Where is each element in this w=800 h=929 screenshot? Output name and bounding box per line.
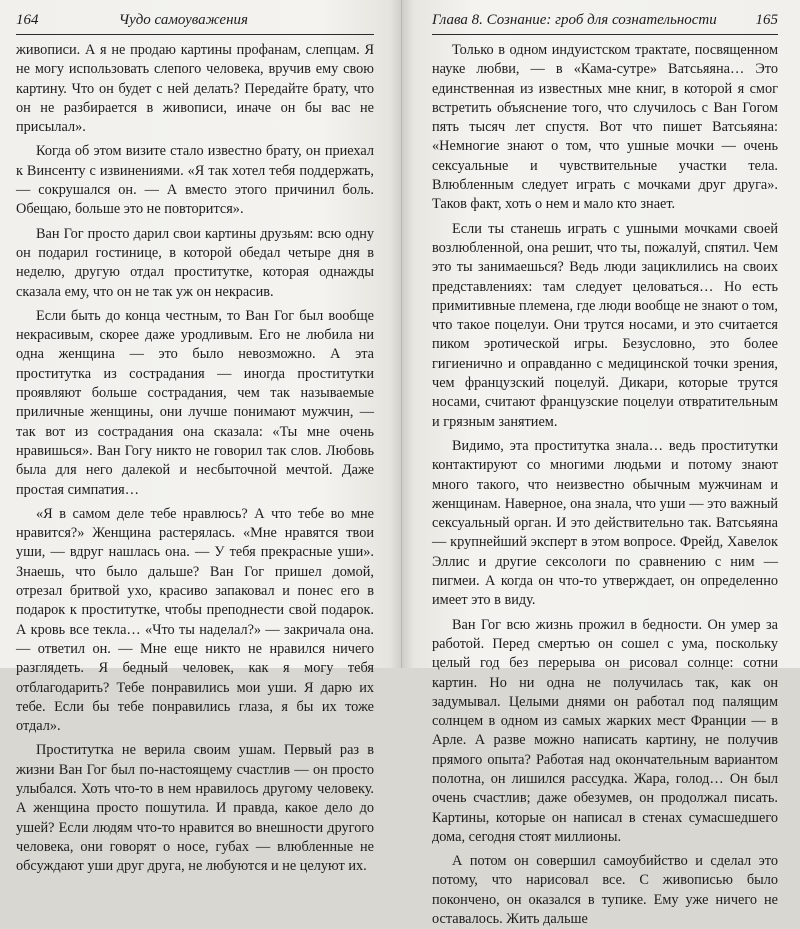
paragraph: «Я в самом деле тебе нравлюсь? А что тебе во мне нравится?» Женщина растерялась. «Мне нравятся твои уши, — вдруг нашлась она. — У тебя прекрасные уши». Знаешь, что было дальше? Ван Гог пришел домой, отрезал бритвой ухо, красиво запаковал и понес его в подарок к проститутке, чтобы преподнести свой подарок. А кровь все текла… «Что ты наделал?» — закричала она. — ответил он. — Мне еще никто не нравился ничего разглядеть. Я бедный человек, как я могу тебя отблагодарить? Тебе понравились мои уши. Я дарю их тебе. Если бы тебе понравились глаза, я бы их тоже отдал». [16,505,374,735]
paragraph: Видимо, эта проститутка знала… ведь проститутки контактируют со многими людьми и потому знают много такого, что неизвестно обычным мужчинам и женщинам. Наверное, она знала, что уши — это важный сексуальный орган. И это действительно так. Ватсьяяна — крупнейший эксперт в этом вопросе. Фрейд, Хавелок Эллис и другие сексологи по сравнению с ним — пигмеи. А когда он что-то утверждает, он определенно имеет это в виду. [432,437,778,609]
left-page [0,0,402,875]
page-number: 164 [16,12,39,28]
paragraph: Ван Гог всю жизнь прожил в бедности. Он умер за работой. Перед смертью он сошел с ума, поскольку целый год без перерыва он рисовал солнце: сотни картин. Но ни одна не получилась так, как он задумывал. Целыми днями он работал под палящим солнцем в одном из самых жарких мест Франции — в Арле. А разве можно написать картину, не получив прямого опыта? Работая над окончательным вариантом полотна, он лишился рассудка. Жара, голод… Он был очень счастлив; даже обезумев, он продолжал писать. Картины, которые он написал в стенах сумасшедшего дома, сегодня стоят миллионы. [432,616,778,845]
left-page-body [16,41,374,876]
paragraph: живописи. А я не продаю картины профанам, слепцам. Я не могу использовать слепого человека, вручив ему свою картину. Что он будет с ней делать? Передайте брату, что он не разбирается в живописи, иначе он бы вас не присылал». [16,42,374,136]
paragraph: Проститутка не верила своим ушам. Первый раз в жизни Ван Гог был по-настоящему счастлив — он просто улыбался. Хоть что-то в нем нравилось другому человеку. А женщина просто пошутила. И правда, какое дело до ушей? Если людям что-то нравится во внешности другого человека, они говорят о носе, губах — влюбленные не обсуждают уши друг друга, не любуются и не целуют их. [16,742,374,875]
paragraph: Если быть до конца честным, то Ван Гог был вообще некрасивым, скорее даже уродливым. Его не любила ни одна женщина — это было невозможно. А эта проститутка из сострадания — иногда проститутки проявляют больше сострадания, чем так называемые приличные женщины, они лучше понимают мужчин, — так вот из сострадания она сказала: «Ты мне очень нравишься». Ван Гогу никто не говорил так слов. Любовь была для него далекой и несбыточной мечтой. Даже простая симпатия… [16,307,374,498]
running-title: Чудо самоуважения [118,12,248,28]
paragraph: А потом он совершил самоубийство и сделал это потому, что нарисовал все. С живописью было покончено, он оказался в тупике. Ему уже ничего не оставалось. Жить дальше [432,853,778,928]
paragraph: Ван Гог просто дарил свои картины друзьям: всю одну он подарил гостинице, в которой обедал четыре дня в неделю, другую отдал проститутке, которая однажды сказала ему, что он не так уж он некрасив. [16,225,374,300]
paragraph: Только в одном индуистском трактате, посвященном науке любви, — в «Кама-сутре» Ватсьяяна… Это единственная из известных мне книг, в которой я смог встретить объяснение того, что случилось с Ван Гогом пять тысяч лет спустя. Вот что пишет Ватсьяяна: «Немногие знают о том, что ушные мочки — очень сексуальные и чувствительные участки тела. Влюбленным следует играть с мочками друг друга». Таков факт, хоть о нем и мало кто знает. [432,42,778,213]
page-number: 165 [755,12,778,28]
paragraph: Если ты станешь играть с ушными мочками своей возлюбленной, она решит, что ты, пожалуй, спятил. Чем это ты занимаешься? Ведь люди зациклились на своих представлениях: там следует целоваться… Но есть примитивные племена, где люди вообще не знают о том, что такое поцелуи. Они трутся носами, и это считается пиком эротической игры. Безусловно, это более гигиенично и оправданно с медицинской точки зрения, чем французский поцелуй. Дикари, которые трутся носами, считают французские поцелуи отвратительным и грязным занятием. [432,220,778,430]
right-page-header [432,10,778,35]
chapter-running-title: Глава 8. Сознание: гроб для сознательности [432,12,717,28]
paragraph: Когда об этом визите стало известно брату, он приехал к Винсенту с извинениями. «Я так хотел тебя поддержать, — сокрушался он. — А вместо этого причинил боль. Обещаю, больше это не повторится». [16,143,374,218]
right-page-body [432,41,778,929]
left-page-header [16,10,374,35]
right-page [402,0,800,928]
